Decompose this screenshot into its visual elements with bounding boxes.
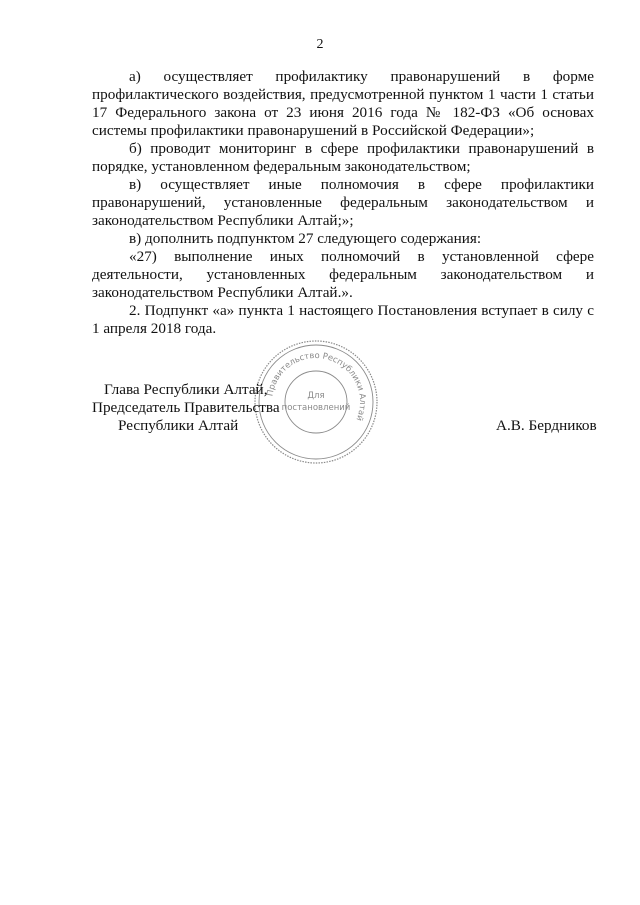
position-line-2: Председатель Правительства [92, 399, 280, 416]
paragraph-v-amendment: в) дополнить подпунктом 27 следующего содержания: [129, 230, 482, 247]
document-body [92, 68, 594, 338]
signatory-position [90, 381, 280, 435]
seal-center-line1: Для [307, 391, 325, 401]
paragraph-v-other-powers: в) осуществляет иные полномочия в сфере профилактики правонарушений, установленные федеральным законодательством и законодательством Республики Алтай;»; [92, 176, 594, 229]
seal-center-line2: постановлений [281, 403, 351, 413]
position-line-3: Республики Алтай [118, 417, 239, 434]
seal-ring-text: Правительство Республики Алтай [264, 349, 369, 423]
page-number: 2 [316, 37, 324, 52]
position-line-1: Глава Республики Алтай, [104, 381, 268, 398]
paragraph-27-clause: «27) выполнение иных полномочий в установленной сфере деятельности, установленных федеральным законодательством и законодательством Республики Алтай.». [92, 248, 594, 301]
paragraph-a-prevention: а) осуществляет профилактику правонарушений в форме профилактического воздействия, предусмотренной пунктом 1 части 1 статьи 17 Федерального закона от 23 июня 2016 года № 182-ФЗ «Об основах системы профилактики правонарушений в Российской Федерации»; [92, 68, 594, 139]
signatory-name: А.В. Бердников [496, 417, 597, 434]
paragraph-2-effective-date: 2. Подпункт «а» пункта 1 настоящего Постановления вступает в силу с 1 апреля 2018 года. [92, 302, 594, 337]
paragraph-b-monitoring: б) проводит мониторинг в сфере профилактики правонарушений в порядке, установленном федеральным законодательством; [92, 140, 594, 175]
